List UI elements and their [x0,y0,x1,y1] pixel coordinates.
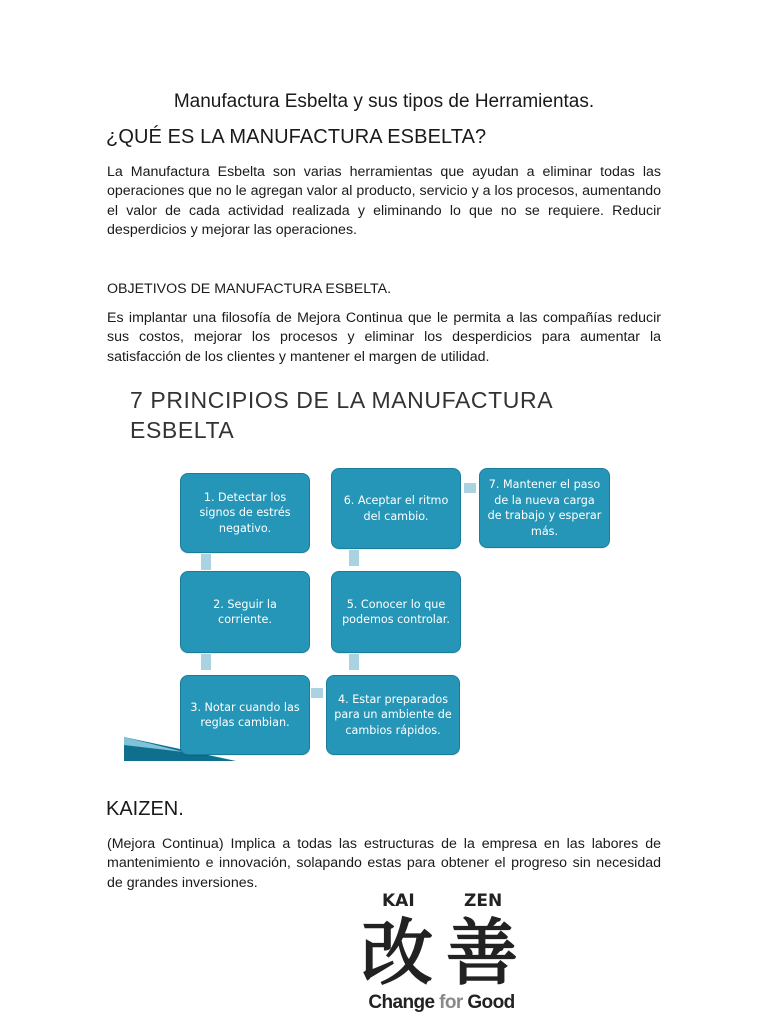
kaizen-label-zen: ZEN [464,891,503,911]
section-heading-kaizen: KAIZEN. [106,798,184,820]
principle-node-1: 1. Detectar los signos de estrés negativo. [180,473,310,553]
connector-3-4 [311,688,323,698]
principle-node-7: 7. Mantener el paso de la nueva carga de trabajo y esperar más. [479,468,610,548]
connector-4-5 [349,654,359,670]
section-heading-what-is: ¿QUÉ ES LA MANUFACTURA ESBELTA? [106,126,487,148]
tagline-for: for [439,992,463,1013]
connector-5-6 [349,550,359,566]
connector-1-2 [201,554,211,570]
kaizen-graphic [353,883,530,1024]
document-title: Manufactura Esbelta y sus tipos de Herramientas. [173,91,595,112]
paragraph-kaizen: (Mejora Continua) Implica a todas las estructuras de la empresa en las labores de mantenimiento e innovación, solapando estas para obtener el progreso sin necesidad de grandes inversiones. [107,836,661,891]
principle-node-4: 4. Estar preparados para un ambiente de cambios rápidos. [326,675,460,755]
connector-2-3 [201,654,211,670]
principle-node-5: 5. Conocer lo que podemos controlar. [331,571,461,653]
tagline-change: Change [368,992,440,1013]
tagline-good: Good [462,992,515,1013]
principle-node-2: 2. Seguir la corriente. [180,571,310,653]
kaizen-kanji-kai: 改 [361,911,434,995]
paragraph-objectives: Es implantar una filosofía de Mejora Continua que le permita a las compañías reducir sus costos, mejorar los procesos y eliminar los desperdicios para aumentar la satisfacción de los clientes y mantener el margen de utilidad. [107,310,661,365]
kaizen-tagline [353,992,530,1014]
kaizen-kanji-zen: 善 [446,911,519,995]
connector-6-7 [464,483,476,493]
section-heading-objectives: OBJETIVOS DE MANUFACTURA ESBELTA. [107,281,392,297]
principles-diagram [124,377,644,761]
diagram-title: 7 PRINCIPIOS DE LA MANUFACTURA ESBELTA [130,387,552,443]
kaizen-label-kai: KAI [382,891,415,911]
principle-node-3: 3. Notar cuando las reglas cambian. [180,675,310,755]
principle-node-6: 6. Aceptar el ritmo del cambio. [331,468,461,549]
paragraph-definition: La Manufactura Esbelta son varias herramientas que ayudan a eliminar todas las operaciones que no le agregan valor al producto, servicio y a los procesos, aumentando el valor de cada actividad realizada y eliminando lo que no se requiere. Reducir desperdicios y mejorar las operaciones. [107,164,661,238]
